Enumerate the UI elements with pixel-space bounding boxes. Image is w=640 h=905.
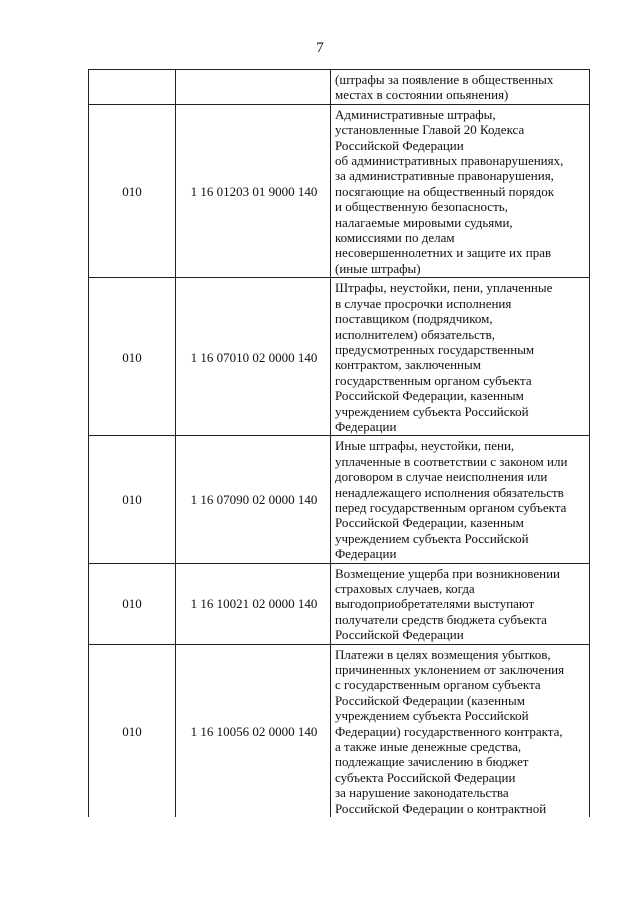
description-line: получатели средств бюджета субъекта <box>335 611 547 627</box>
description-line: Федерации) государственного контракта, <box>335 723 563 739</box>
description-line: налагаемые мировыми судьями, <box>335 214 513 230</box>
description-line: (иные штрафы) <box>335 260 421 276</box>
description-line: и общественную безопасность, <box>335 199 508 215</box>
description-line: перед государственным органом субъекта <box>335 499 567 515</box>
description-line: Российской Федерации о контрактной <box>335 800 547 816</box>
budget-codes-table <box>88 69 590 817</box>
admin-code-cell: 010 <box>89 104 176 277</box>
description-line: поставщиком (подрядчиком, <box>335 311 493 327</box>
description-line: ненадлежащего исполнения обязательств <box>335 484 564 500</box>
kbk-code-cell: 1 16 07090 02 0000 140 <box>176 436 331 563</box>
description-cell <box>331 644 590 817</box>
description-line: Штрафы, неустойки, пени, уплаченные <box>335 280 553 296</box>
description-line: договором в случае неисполнения или <box>335 469 548 485</box>
kbk-code-cell <box>176 70 331 105</box>
description-line: учреждением субъекта Российской <box>335 530 529 546</box>
description-line: Российской Федерации, казенным <box>335 388 524 404</box>
description-line: Российской Федерации (казенным <box>335 692 525 708</box>
description-line: субъекта Российской Федерации <box>335 769 516 785</box>
description-cell <box>331 563 590 644</box>
description-cell <box>331 104 590 277</box>
description-line: местах в состоянии опьянения) <box>335 87 509 103</box>
kbk-code-cell: 1 16 10021 02 0000 140 <box>176 563 331 644</box>
description-line: предусмотренных государственным <box>335 341 535 357</box>
description-line: несовершеннолетних и защите их прав <box>335 245 552 261</box>
description-line: Российской Федерации <box>335 137 464 153</box>
admin-code-cell: 010 <box>89 278 176 436</box>
description-line: об административных правонарушениях, <box>335 153 564 169</box>
table-row <box>89 104 590 277</box>
description-line: выгодоприобретателями выступают <box>335 596 535 612</box>
page-number: 7 <box>316 40 324 56</box>
description-line: государственным органом субъекта <box>335 372 532 388</box>
admin-code-cell: 010 <box>89 436 176 563</box>
kbk-code-cell: 1 16 07010 02 0000 140 <box>176 278 331 436</box>
description-line: уплаченные в соответствии с законом или <box>335 453 568 469</box>
admin-code-cell <box>89 70 176 105</box>
admin-code-cell: 010 <box>89 644 176 817</box>
description-line: Федерации <box>335 546 397 562</box>
kbk-code-cell: 1 16 10056 02 0000 140 <box>176 644 331 817</box>
table-row <box>89 278 590 436</box>
description-line: Федерации <box>335 418 397 434</box>
description-line: установленные Главой 20 Кодекса <box>335 122 525 138</box>
description-line: Административные штрафы, <box>335 106 496 122</box>
description-line: а также иные денежные средства, <box>335 739 522 755</box>
table-body <box>89 70 590 818</box>
description-line: причиненных уклонением от заключения <box>335 662 565 678</box>
table-row <box>89 644 590 817</box>
admin-code-cell: 010 <box>89 563 176 644</box>
description-line: посягающие на общественный порядок <box>335 183 555 199</box>
kbk-code-cell: 1 16 01203 01 9000 140 <box>176 104 331 277</box>
description-line: за административные правонарушения, <box>335 168 554 184</box>
description-line: учреждением субъекта Российской <box>335 403 529 419</box>
description-line: комиссиями по делам <box>335 230 455 246</box>
description-line: Возмещение ущерба при возникновении <box>335 565 560 581</box>
description-line: за нарушение законодательства <box>335 785 509 801</box>
table-row <box>89 70 590 105</box>
description-line: с государственным органом субъекта <box>335 677 541 693</box>
description-cell <box>331 436 590 563</box>
description-line: Иные штрафы, неустойки, пени, <box>335 438 515 454</box>
table-row <box>89 436 590 563</box>
description-line: страховых случаев, когда <box>335 581 475 596</box>
description-cell <box>331 278 590 436</box>
description-line: учреждением субъекта Российской <box>335 708 529 724</box>
description-line: в случае просрочки исполнения <box>335 295 512 311</box>
description-line: Российской Федерации, казенным <box>335 515 524 531</box>
table-row <box>89 563 590 644</box>
description-line: контрактом, заключенным <box>335 357 481 373</box>
description-line: исполнителем) обязательств, <box>335 326 495 342</box>
description-line: Российской Федерации <box>335 627 464 643</box>
description-line: подлежащие зачислению в бюджет <box>335 754 529 770</box>
description-line: Платежи в целях возмещения убытков, <box>335 646 551 662</box>
description-line: (штрафы за появление в общественных <box>335 72 554 87</box>
description-cell <box>331 70 590 105</box>
